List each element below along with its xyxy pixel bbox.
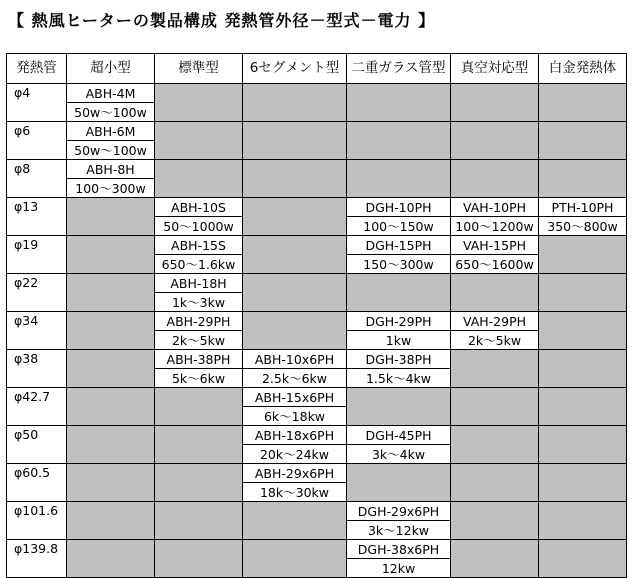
empty-cell [243,502,347,540]
model-cell: DGH-10PH [347,198,451,217]
model-cell: ABH-10x6PH [243,350,347,369]
power-cell: 20k〜24kw [243,445,347,464]
empty-cell [155,388,243,426]
power-cell: 1kw [347,331,451,350]
model-cell: DGH-38PH [347,350,451,369]
empty-cell [243,122,347,160]
model-cell: ABH-38PH [155,350,243,369]
model-cell: DGH-29x6PH [347,502,451,521]
empty-cell [539,350,627,388]
header-standard: 標準型 [155,54,243,84]
table-row [7,464,627,483]
empty-cell [347,464,451,502]
empty-cell [539,236,627,274]
power-cell: 50w〜100w [67,141,155,160]
empty-cell [67,198,155,236]
table-row [7,198,627,217]
power-cell: 50w〜100w [67,103,155,122]
power-cell: 650〜1600w [451,255,539,274]
power-cell: 100〜1200w [451,217,539,236]
model-cell: ABH-15x6PH [243,388,347,407]
model-cell: DGH-38x6PH [347,540,451,559]
table-row [7,426,627,445]
empty-cell [155,426,243,464]
empty-cell [243,84,347,122]
model-cell: ABH-4M [67,84,155,103]
tube-size-cell: φ4 [7,84,67,122]
empty-cell [451,388,539,426]
tube-size-cell: φ22 [7,274,67,312]
empty-cell [451,350,539,388]
power-cell: 1.5k〜4kw [347,369,451,388]
empty-cell [451,464,539,502]
product-table [6,53,627,578]
model-cell: VAH-10PH [451,198,539,217]
empty-cell [347,274,451,312]
empty-cell [155,464,243,502]
empty-cell [155,540,243,578]
model-cell: DGH-15PH [347,236,451,255]
power-cell: 650〜1.6kw [155,255,243,274]
model-cell: ABH-10S [155,198,243,217]
empty-cell [243,274,347,312]
empty-cell [67,350,155,388]
power-cell: 5k〜6kw [155,369,243,388]
empty-cell [243,198,347,236]
empty-cell [155,502,243,540]
tube-size-cell: φ13 [7,198,67,236]
power-cell: 2k〜5kw [451,331,539,350]
empty-cell [539,274,627,312]
header-ultra-small: 超小型 [67,54,155,84]
empty-cell [451,426,539,464]
header-6-segment: 6セグメント型 [243,54,347,84]
empty-cell [539,464,627,502]
empty-cell [67,312,155,350]
empty-cell [155,160,243,198]
tube-size-cell: φ101.6 [7,502,67,540]
model-cell: VAH-29PH [451,312,539,331]
table-row [7,84,627,103]
power-cell: 350〜800w [539,217,627,236]
table-row [7,236,627,255]
tube-size-cell: φ6 [7,122,67,160]
empty-cell [243,160,347,198]
empty-cell [539,122,627,160]
power-cell: 50〜1000w [155,217,243,236]
table-body [7,84,627,578]
empty-cell [67,540,155,578]
power-cell: 18k〜30kw [243,483,347,502]
empty-cell [451,540,539,578]
empty-cell [67,274,155,312]
power-cell: 6k〜18kw [243,407,347,426]
empty-cell [451,84,539,122]
empty-cell [451,274,539,312]
tube-size-cell: φ60.5 [7,464,67,502]
power-cell: 3k〜4kw [347,445,451,464]
empty-cell [243,236,347,274]
table-row [7,502,627,521]
empty-cell [155,122,243,160]
header-double-glass: 二重ガラス管型 [347,54,451,84]
table-row [7,388,627,407]
table-row [7,274,627,293]
model-cell: PTH-10PH [539,198,627,217]
tube-size-cell: φ42.7 [7,388,67,426]
model-cell: ABH-29PH [155,312,243,331]
empty-cell [539,160,627,198]
empty-cell [451,160,539,198]
power-cell: 3k〜12kw [347,521,451,540]
empty-cell [155,84,243,122]
tube-size-cell: φ38 [7,350,67,388]
table-row [7,122,627,141]
empty-cell [347,122,451,160]
model-cell: ABH-29x6PH [243,464,347,483]
model-cell: ABH-8H [67,160,155,179]
empty-cell [243,312,347,350]
empty-cell [539,312,627,350]
power-cell: 2.5k〜6kw [243,369,347,388]
empty-cell [347,160,451,198]
model-cell: ABH-15S [155,236,243,255]
power-cell: 1k〜3kw [155,293,243,312]
power-cell: 100〜300w [67,179,155,198]
model-cell: ABH-18x6PH [243,426,347,445]
model-cell: VAH-15PH [451,236,539,255]
table-row [7,160,627,179]
power-cell: 2k〜5kw [155,331,243,350]
empty-cell [243,540,347,578]
table-row [7,540,627,559]
empty-cell [539,540,627,578]
empty-cell [539,426,627,464]
header-tube-size: 発熱管 [7,54,67,84]
empty-cell [539,502,627,540]
power-cell: 150〜300w [347,255,451,274]
empty-cell [539,84,627,122]
table-row [7,350,627,369]
empty-cell [67,464,155,502]
tube-size-cell: φ19 [7,236,67,274]
empty-cell [67,388,155,426]
model-cell: DGH-29PH [347,312,451,331]
empty-cell [347,388,451,426]
empty-cell [539,388,627,426]
model-cell: ABH-6M [67,122,155,141]
model-cell: ABH-18H [155,274,243,293]
empty-cell [67,426,155,464]
empty-cell [67,502,155,540]
empty-cell [451,122,539,160]
table-row [7,312,627,331]
model-cell: DGH-45PH [347,426,451,445]
tube-size-cell: φ8 [7,160,67,198]
header-row [7,54,627,84]
empty-cell [451,502,539,540]
page-title: 【 熱風ヒーターの製品構成 発熱管外径－型式－電力 】 [8,11,436,30]
header-vacuum: 真空対応型 [451,54,539,84]
empty-cell [67,236,155,274]
power-cell: 100〜150w [347,217,451,236]
tube-size-cell: φ34 [7,312,67,350]
tube-size-cell: φ139.8 [7,540,67,578]
power-cell: 12kw [347,559,451,578]
empty-cell [347,84,451,122]
tube-size-cell: φ50 [7,426,67,464]
header-platinum: 白金発熱体 [539,54,627,84]
